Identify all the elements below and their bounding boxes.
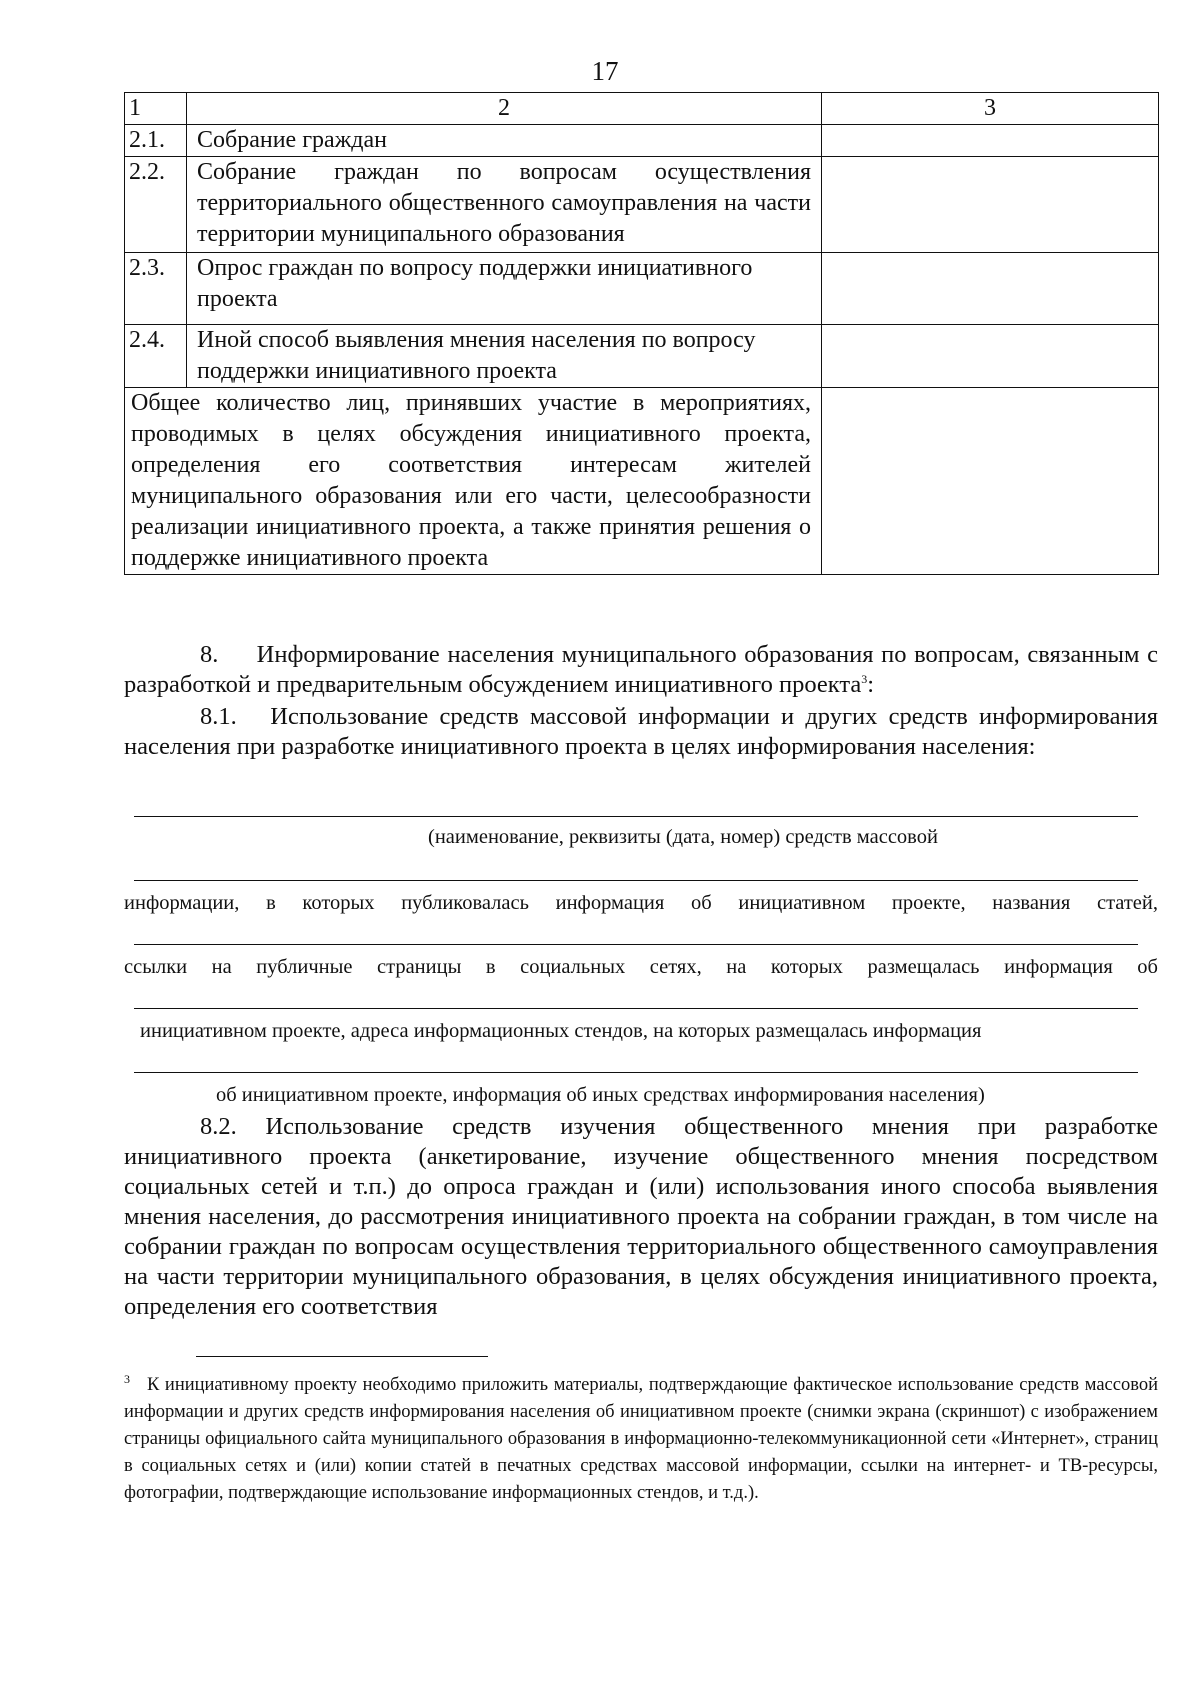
item-8-2 <box>124 1112 1158 1322</box>
fill-in-caption-2: информации, в которых публиковалась информация об инициативном проекте, названия статей, <box>124 892 1158 914</box>
table-total-row <box>125 388 1159 575</box>
footnote-text: К инициативному проекту необходимо приложить материалы, подтверждающие фактическое использование средств массовой информации и других средств информирования населения об инициативном проекте (снимки экрана (скриншот) с изображением страницы официального сайта муниципального образования в информационно-телекоммуникационной сети «Интернет», страниц в социальных сетях и (или) копии статей в печатных средствах массовой информации, ссылки на интернет- и ТВ-ресурсы, фотографии, подтверждающие использование информационных стендов, и т.д.). <box>124 1375 1158 1503</box>
footnote-separator <box>196 1356 488 1357</box>
row-value-cell[interactable] <box>822 325 1159 388</box>
table-header-col-2: 2 <box>187 93 822 125</box>
section-8-colon: : <box>867 671 875 698</box>
total-participants-description: Общее количество лиц, принявших участие в мероприятиях, проводимых в целях обсуждения инициативного проекта, определения его соответствия интересам жителей муниципального образования или его части, целесообразности реализации инициативного проекта, а также принятия решения о поддержке инициативного проекта <box>125 388 822 575</box>
fill-in-line-5[interactable] <box>134 1072 1138 1073</box>
footnote <box>124 1372 1158 1507</box>
fill-in-caption-5: об инициативном проекте, информация об иных средствах информирования населения) <box>216 1084 985 1106</box>
total-participants-value-cell[interactable] <box>822 388 1159 575</box>
row-number: 2.4. <box>125 325 187 388</box>
item-8-1 <box>124 702 1158 762</box>
footnote-ref-mark: 3 <box>861 671 868 686</box>
section-8-number: 8. <box>200 641 219 668</box>
item-8-2-number: 8.2. <box>200 1113 237 1140</box>
table-row <box>125 325 1159 388</box>
fill-in-caption-1: (наименование, реквизиты (дата, номер) средств массовой <box>428 826 938 848</box>
fill-in-caption-4: инициативном проекте, адреса информационных стендов, на которых размещалась информация <box>140 1020 982 1042</box>
row-number: 2.2. <box>125 157 187 253</box>
fill-in-line-4[interactable] <box>134 1008 1138 1009</box>
section-8-text: Информирование населения муниципального образования по вопросам, связанным с разработкой и предварительным обсуждением инициативного проекта <box>124 641 1159 698</box>
row-description: Иной способ выявления мнения населения по вопросу поддержки инициативного проекта <box>187 325 822 388</box>
fill-in-caption-3: ссылки на публичные страницы в социальных сетях, на которых размещалась информация об <box>124 956 1158 978</box>
table-header-col-1: 1 <box>125 93 187 125</box>
table-row <box>125 157 1159 253</box>
fill-in-line-2[interactable] <box>134 880 1138 881</box>
row-number: 2.3. <box>125 253 187 325</box>
table-header-row <box>125 93 1159 125</box>
row-description: Собрание граждан <box>187 125 822 157</box>
item-8-1-number: 8.1. <box>200 703 237 730</box>
row-description: Собрание граждан по вопросам осуществления территориального общественного самоуправления на части территории муниципального образования <box>187 157 822 253</box>
section-8-heading <box>124 640 1158 700</box>
table-row <box>125 253 1159 325</box>
footnote-mark: 3 <box>124 1371 130 1386</box>
row-value-cell[interactable] <box>822 253 1159 325</box>
row-number: 2.1. <box>125 125 187 157</box>
item-8-2-text: Использование средств изучения общественного мнения при разработке инициативного проекта (анкетирование, изучение общественного мнения посредством социальных сетей и т.п.) до опроса граждан и (или) использования иного способа выявления мнения населения, до рассмотрения инициативного проекта на собрании граждан, в том числе на собрании граждан по вопросам осуществления территориального общественного самоуправления на части территории муниципального образования, в целях обсуждения инициативного проекта, определения его соответствия <box>124 1113 1159 1320</box>
fill-in-line-1[interactable] <box>134 816 1138 817</box>
fill-in-line-3[interactable] <box>134 944 1138 945</box>
page-number: 17 <box>591 56 619 86</box>
item-8-1-text: Использование средств массовой информации и других средств информирования населения при разработке инициативного проекта в целях информирования населения: <box>124 703 1158 760</box>
participation-table <box>124 92 1159 575</box>
row-value-cell[interactable] <box>822 157 1159 253</box>
row-value-cell[interactable] <box>822 125 1159 157</box>
table-row <box>125 125 1159 157</box>
row-description: Опрос граждан по вопросу поддержки инициативного проекта <box>187 253 822 325</box>
table-header-col-3: 3 <box>822 93 1159 125</box>
